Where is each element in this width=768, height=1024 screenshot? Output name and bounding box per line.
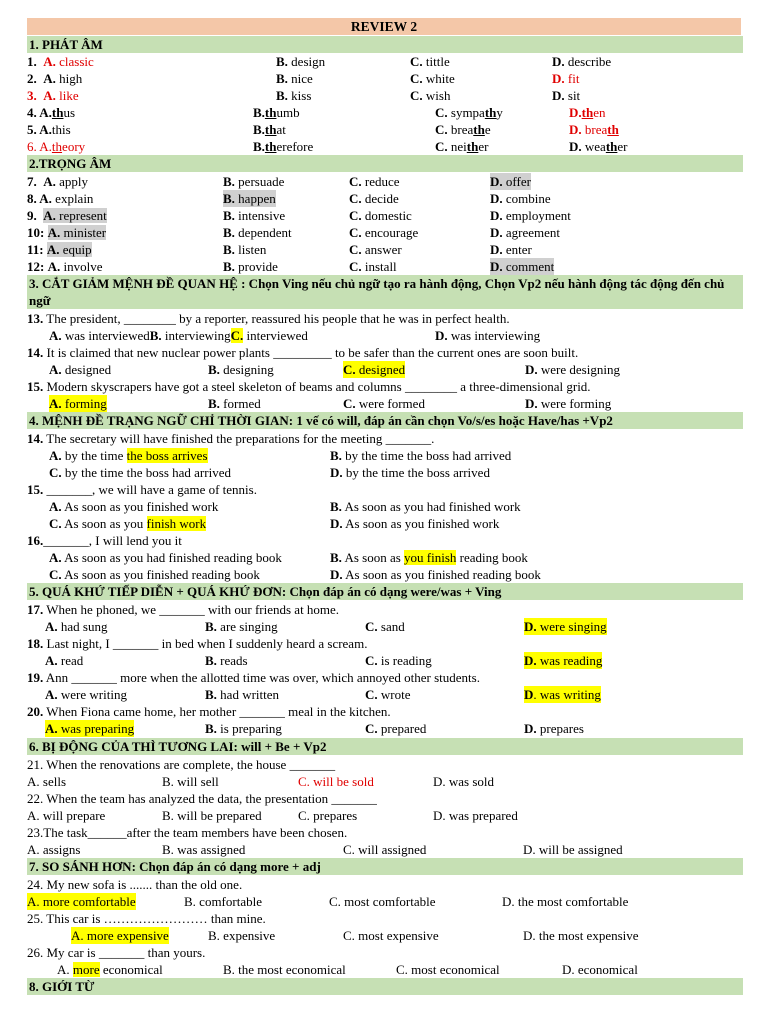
question-row-2: 2. A. high B. nice C. white D. fit [27, 71, 580, 86]
question-row-8: 8. A. explain B. happen C. decide D. combine [27, 191, 551, 206]
question-16-text: _______, I will lend you it [43, 533, 182, 548]
question-14a-options: A. designed B. designing C. designed D. were designing [49, 362, 620, 377]
question-26 [27, 944, 741, 961]
question-row-3: 3. A. like B. kiss C. wish D. sit [27, 88, 581, 103]
question-24-options: A. more comfortable B. comfortable C. most comfortable D. the most comfortable [27, 894, 629, 909]
question-20-text: When Fiona came home, her mother _______ meal in the kitchen. [46, 704, 391, 719]
page-title: REVIEW 2 [27, 18, 741, 35]
question-15b: 15. _______, we will have a game of tennis. [27, 482, 257, 497]
question-26-text: 26. My car is _______ than yours. [27, 945, 206, 960]
question-24 [27, 876, 741, 893]
question-15a: 15. Modern skyscrapers have got a steel skeleton of beams and columns ________ a three-dimensional grid. [27, 379, 591, 394]
question-14b-options-cd: C. by the time the boss had arrived D. by the time the boss arrived [49, 465, 490, 480]
question-row-5: 5. A.this B.that C. breathe D. breath [27, 122, 619, 137]
question-16: 16._______, I will lend you it [27, 533, 182, 548]
section-heading-2: 2.TRỌNG ÂM [27, 155, 743, 172]
question-16-options-cd: C. As soon as you finished reading book D. As soon as you finished reading book [49, 567, 541, 582]
section-heading-5: 5. QUÁ KHỨ TIẾP DIỄN + QUÁ KHỨ ĐƠN: Chọn đáp án có dạng were/was + Ving [27, 583, 743, 600]
question-23 [27, 824, 741, 841]
question-15b-text: _______, we will have a game of tennis. [46, 482, 257, 497]
question-15a-text: Modern skyscrapers have got a steel skeleton of beams and columns ________ a three-dimensional grid. [46, 379, 591, 394]
question-19: 19. Ann _______ more when the allotted time was over, which annoyed other students. [27, 670, 480, 685]
question-15b-options-ab: A. As soon as you finished work B. As soon as you had finished work [49, 499, 521, 514]
question-17-text: When he phoned, we _______ with our friends at home. [46, 602, 340, 617]
question-23-options: A. assigns B. was assigned C. will assigned D. will be assigned [27, 842, 623, 857]
section-heading-1: 1. PHÁT ÂM [27, 36, 743, 53]
question-23-text: 23.The task______after the team members have been chosen. [27, 825, 348, 840]
question-13-options: A. was interviewedB. interviewingC. interviewed D. was interviewing [49, 328, 541, 343]
question-17-options: A. had sung B. are singing C. sand D. were singing [45, 619, 607, 634]
section-heading-4: 4. MỆNH ĐỀ TRẠNG NGỮ CHỈ THỜI GIAN: 1 vế có will, đáp án cần chọn Vo/s/es hoặc Have/has +Vp2 [27, 412, 743, 429]
question-20-options: A. was preparing B. is preparing C. prepared D. prepares [45, 721, 584, 736]
question-18: 18. Last night, I _______ in bed when I suddenly heard a scream. [27, 636, 368, 651]
question-14b-options-ab: A. by the time the boss arrives B. by the time the boss had arrived [49, 448, 512, 463]
question-18-options: A. read B. reads C. is reading D. was reading [45, 653, 603, 668]
question-17: 17. When he phoned, we _______ with our friends at home. [27, 602, 340, 617]
question-19-options: A. were writing B. had written C. wrote D. was writing [45, 687, 601, 702]
question-row-4: 4. A.thus B.thumb C. sympathy D.then [27, 105, 606, 120]
question-21 [27, 756, 741, 773]
question-14a-text: It is claimed that new nuclear power plants _________ to be safer than the current ones are soon built. [46, 345, 579, 360]
question-14a: 14. It is claimed that new nuclear power plants _________ to be safer than the current ones are soon built. [27, 345, 579, 360]
question-row-1: 1. A. classic B. design C. tittle D. describe [27, 54, 612, 69]
question-14b-text: The secretary will have finished the preparations for the meeting _______. [46, 431, 435, 446]
question-25-options: A. more expensive B. expensive C. most expensive D. the most expensive [71, 928, 639, 943]
question-13-text: The president, ________ by a reporter, reassured his people that he was in perfect health. [46, 311, 510, 326]
section-heading-3: 3. CẮT GIẢM MỆNH ĐỀ QUAN HỆ : Chọn Ving nếu chủ ngữ tạo ra hành động, Chọn Vp2 nếu hành động tác động đến chủ ngữ [27, 275, 743, 309]
question-21-options: A. sells B. will sell C. will be sold D. was sold [27, 774, 495, 789]
question-13: 13. The president, ________ by a reporter, reassured his people that he was in perfect health. [27, 311, 510, 326]
question-18-text: Last night, I _______ in bed when I suddenly heard a scream. [46, 636, 368, 651]
question-25-text: 25. This car is …………………… than mine. [27, 911, 266, 926]
question-20: 20. When Fiona came home, her mother _______ meal in the kitchen. [27, 704, 391, 719]
question-row-7: 7. A. apply B. persuade C. reduce D. offer [27, 174, 531, 189]
question-15a-options: A. forming B. formed C. were formed D. were forming [49, 396, 612, 411]
question-22-text: 22. When the team has analyzed the data, the presentation _______ [27, 791, 377, 806]
question-row-10: 10: A. minister B. dependent C. encourage D. agreement [27, 225, 561, 240]
question-row-12: 12: A. involve B. provide C. install D. comment [27, 259, 555, 274]
question-row-9: 9. A. represent B. intensive C. domestic D. employment [27, 208, 571, 223]
question-24-text: 24. My new sofa is ....... than the old one. [27, 877, 243, 892]
section-heading-8: 8. GIỚI TỪ [27, 978, 743, 995]
question-22-options: A. will prepare B. will be prepared C. prepares D. was prepared [27, 808, 518, 823]
question-22 [27, 790, 741, 807]
section-heading-6: 6. BỊ ĐỘNG CỦA THÌ TƯƠNG LAI: will + Be + Vp2 [27, 738, 743, 755]
question-14b: 14. The secretary will have finished the preparations for the meeting _______. [27, 431, 435, 446]
question-21-text: 21. When the renovations are complete, the house _______ [27, 757, 336, 772]
question-26-options: A. more economical B. the most economical C. most economical D. economical [57, 962, 638, 977]
question-row-11: 11: A. equip B. listen C. answer D. enter [27, 242, 532, 257]
question-16-options-ab: A. As soon as you had finished reading book B. As soon as you finish reading book [49, 550, 528, 565]
question-25 [27, 910, 741, 927]
question-row-6: 6. A.theory B.therefore C. neither D. weather [27, 139, 628, 154]
section-heading-7: 7. SO SÁNH HƠN: Chọn đáp án có dạng more + adj [27, 858, 743, 875]
question-15b-options-cd: C. As soon as you finish work D. As soon as you finished work [49, 516, 500, 531]
question-19-text: Ann _______ more when the allotted time was over, which annoyed other students. [45, 670, 480, 685]
